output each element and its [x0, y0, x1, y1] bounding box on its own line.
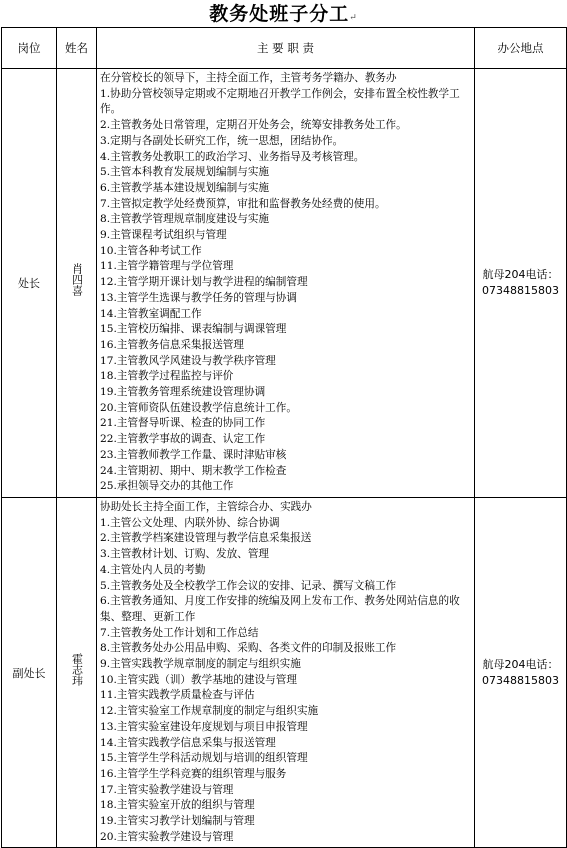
office-room: 航母204电话： — [482, 267, 559, 281]
header-position: 岗位 — [2, 28, 57, 69]
duty-item: 18.主管实验室开放的组织与管理 — [100, 799, 255, 812]
duty-item: 1.主管公文处理、内联外协、综合协调 — [100, 516, 280, 529]
duty-item: 15.主管学生学科活动规划与培训的组织管理 — [100, 752, 308, 765]
table-row — [2, 497, 567, 847]
duty-item: 6.主管教学基本建设规划编制与实施 — [100, 181, 270, 194]
duty-item: 19.主管实习教学计划编制与管理 — [100, 815, 255, 828]
duties-cell — [97, 69, 475, 498]
duty-item: 23.主管教师教学工作量、课时津贴审核 — [100, 448, 287, 461]
duty-item: 20.主管师资队伍建设教学信息统计工作。 — [100, 401, 297, 414]
title-text: 教务处班子分工 — [209, 3, 350, 25]
duty-item: 16.主管教务信息采集报送管理 — [100, 338, 244, 351]
header-name: 姓名 — [57, 28, 97, 69]
duty-item: 3.定期与各副处长研究工作，统一思想，团结协作。 — [100, 134, 344, 147]
duty-item: 7.主管教务处工作计划和工作总结 — [100, 626, 259, 639]
duty-intro: 在分管校长的领导下，主持全面工作，主管考务学籍办、教务办 — [100, 72, 397, 84]
duty-item: 8.主管教学管理规章制度建设与实施 — [100, 213, 270, 226]
duty-item: 5.主管教务处及全校教学工作会议的安排、记录、撰写文稿工作 — [100, 579, 397, 592]
position-cell: 副处长 — [2, 497, 57, 847]
duty-item: 16.主管学生学科竞赛的组织管理与服务 — [100, 767, 287, 780]
duty-item: 12.主管学期开课计划与教学进程的编制管理 — [100, 276, 308, 289]
office-phone: 07348815803 — [482, 283, 559, 297]
duty-item: 5.主管本科教育发展规划编制与实施 — [100, 166, 270, 179]
duties-cell — [97, 497, 475, 847]
duty-item: 19.主管教务管理系统建设管理协调 — [100, 386, 266, 399]
office-phone: 07348815803 — [482, 673, 559, 687]
duty-item: 24.主管期初、期中、期末教学工作检查 — [100, 464, 287, 477]
header-office: 办公地点 — [475, 28, 567, 69]
duty-item: 8.主管教务处办公用品申购、采购、各类文件的印制及报账工作 — [100, 642, 397, 655]
duty-item: 25.承担领导交办的其他工作 — [100, 480, 234, 493]
document-title — [0, 0, 567, 28]
table-row — [2, 69, 567, 498]
duty-intro: 协助处长主持全面工作，主管综合办、实践办 — [100, 500, 312, 513]
duty-item: 14.主管实践教学信息采集与报送管理 — [100, 736, 276, 749]
duty-item: 14.主管教室调配工作 — [100, 307, 202, 320]
paragraph-mark-icon: ↵ — [349, 13, 358, 23]
duties-list — [100, 71, 474, 495]
duty-item: 2.主管教务处日常管理，定期召开处务会，统筹安排教务处工作。 — [100, 119, 407, 132]
duty-item: 20.主管实验教学建设与管理 — [100, 830, 234, 843]
duty-item: 22.主管教学事故的调查、认定工作 — [100, 433, 266, 446]
duty-item: 9.主管实践教学规章制度的制定与组织实施 — [100, 658, 301, 671]
duty-item: 11.主管实践教学质量检查与评估 — [100, 689, 255, 702]
duty-item: 3.主管教材计划、订购、发放、管理 — [100, 548, 270, 561]
duties-list — [100, 500, 474, 845]
office-cell — [475, 69, 567, 498]
duty-item: 15.主管校历编排、课表编制与调课管理 — [100, 323, 287, 336]
person-name: 霍志玮 — [70, 653, 84, 687]
duty-item: 4.主管教务处教职工的政治学习、业务指导及考核管理。 — [100, 150, 365, 163]
duty-item: 10.主管各种考试工作 — [100, 244, 202, 257]
person-name: 肖四喜 — [70, 263, 84, 297]
duty-item: 9.主管课程考试组织与管理 — [100, 229, 227, 242]
duty-item: 2.主管教学档案建设管理与教学信息采集报送 — [100, 532, 312, 545]
position-cell: 处长 — [2, 69, 57, 498]
duty-item: 6.主管教务通知、月度工作安排的统编及网上发布工作、教务处网站信息的收集、整理、更新工作 — [100, 595, 460, 623]
duty-item: 13.主管学生选课与教学任务的管理与协调 — [100, 291, 297, 304]
duty-item: 18.主管教学过程监控与评价 — [100, 370, 234, 383]
duty-item: 10.主管实践（训）教学基地的建设与管理 — [100, 673, 297, 686]
duty-table — [1, 27, 567, 848]
office-room: 航母204电话： — [482, 657, 559, 671]
duty-item: 1.协助分管校领导定期或不定期地召开教学工作例会，安排布置全校性教学工作。 — [100, 87, 460, 116]
header-duties: 主 要 职 责 — [97, 28, 475, 69]
duty-item: 12.主管实验室工作规章制度的制定与组织实施 — [100, 705, 319, 718]
duty-item: 4.主管处内人员的考勤 — [100, 563, 206, 576]
header-row — [2, 28, 567, 69]
office-cell — [475, 497, 567, 847]
duty-item: 13.主管实验室建设年度规划与项目申报管理 — [100, 720, 308, 733]
name-cell — [57, 69, 97, 498]
name-cell — [57, 497, 97, 847]
duty-item: 17.主管教风学风建设与教学秩序管理 — [100, 354, 276, 367]
duty-item: 21.主管督导听课、检查的协同工作 — [100, 417, 266, 430]
duty-item: 7.主管拟定教学处经费预算，审批和监督教务处经费的使用。 — [100, 197, 386, 210]
duty-item: 11.主管学籍管理与学位管理 — [100, 260, 234, 273]
duty-item: 17.主管实验教学建设与管理 — [100, 783, 234, 796]
